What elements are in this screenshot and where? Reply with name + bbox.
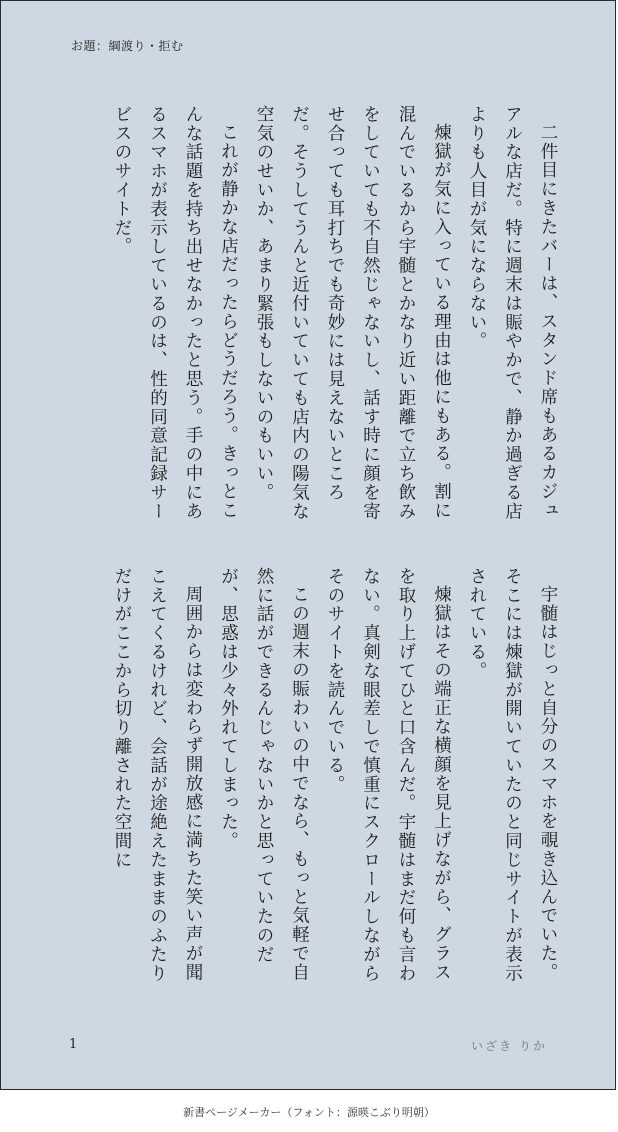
theme-header: お題：綱渡り・拒む bbox=[71, 39, 184, 53]
paragraph: 二件目にきたバーは、スタンド席もあるカジュアルな店だ。特に週末は賑やかで、静か過ぎる店よりも人目が気にならない。 bbox=[467, 105, 558, 521]
paragraph: この週末の賑わいの中でなら、もっと気軽で自然に話ができるんじゃないかと思っていたのだが、思惑は少々外れてしまった。 bbox=[218, 567, 310, 982]
paragraph: 周囲からは変わらず開放感に満ちた笑い声が聞こえてくるけれど、会話が途絶えたままのふたりだけがここから切り離された空間に bbox=[112, 567, 203, 983]
text-column-bottom bbox=[85, 567, 565, 997]
paragraph: 煉獄はその端正な横顔を見上げながら、グラスを取り上げてひと口含んだ。宇髄はまだ何も言わない。真剣な眼差しで慎重にスクロールしながらそのサイトを読んでいる。 bbox=[325, 567, 452, 983]
text-column-top bbox=[85, 105, 565, 535]
paragraph: 宇髄はじっと自分のスマホを覗き込んでいた。そこには煉獄が開いていたのと同じサイトが表示されている。 bbox=[467, 567, 558, 983]
paragraph: これが静かな店だったらどうだろう。きっとこんな話題を持ち出せなかったと思う。手の中にあるスマホが表示しているのは、性的同意記録サービスのサイトだ。 bbox=[112, 105, 239, 521]
paragraph: 煉獄が気に入っている理由は他にもある。割に混んでいるから宇髄とかなり近い距離で立ち飲みをしていても不自然じゃないし、話す時に顔を寄せ合っても耳打ちでも奇妙には見えないところだ。そうしてうんと近付いていても店内の陽気な空気のせいか、あまり緊張もしないのもいい。 bbox=[254, 105, 452, 521]
generator-credit: 新書ページメーカー（フォント：源暎こぶり明朝） bbox=[183, 1106, 435, 1119]
author-name: いざき りか bbox=[471, 1039, 547, 1053]
page-number: 1 bbox=[69, 1037, 78, 1052]
